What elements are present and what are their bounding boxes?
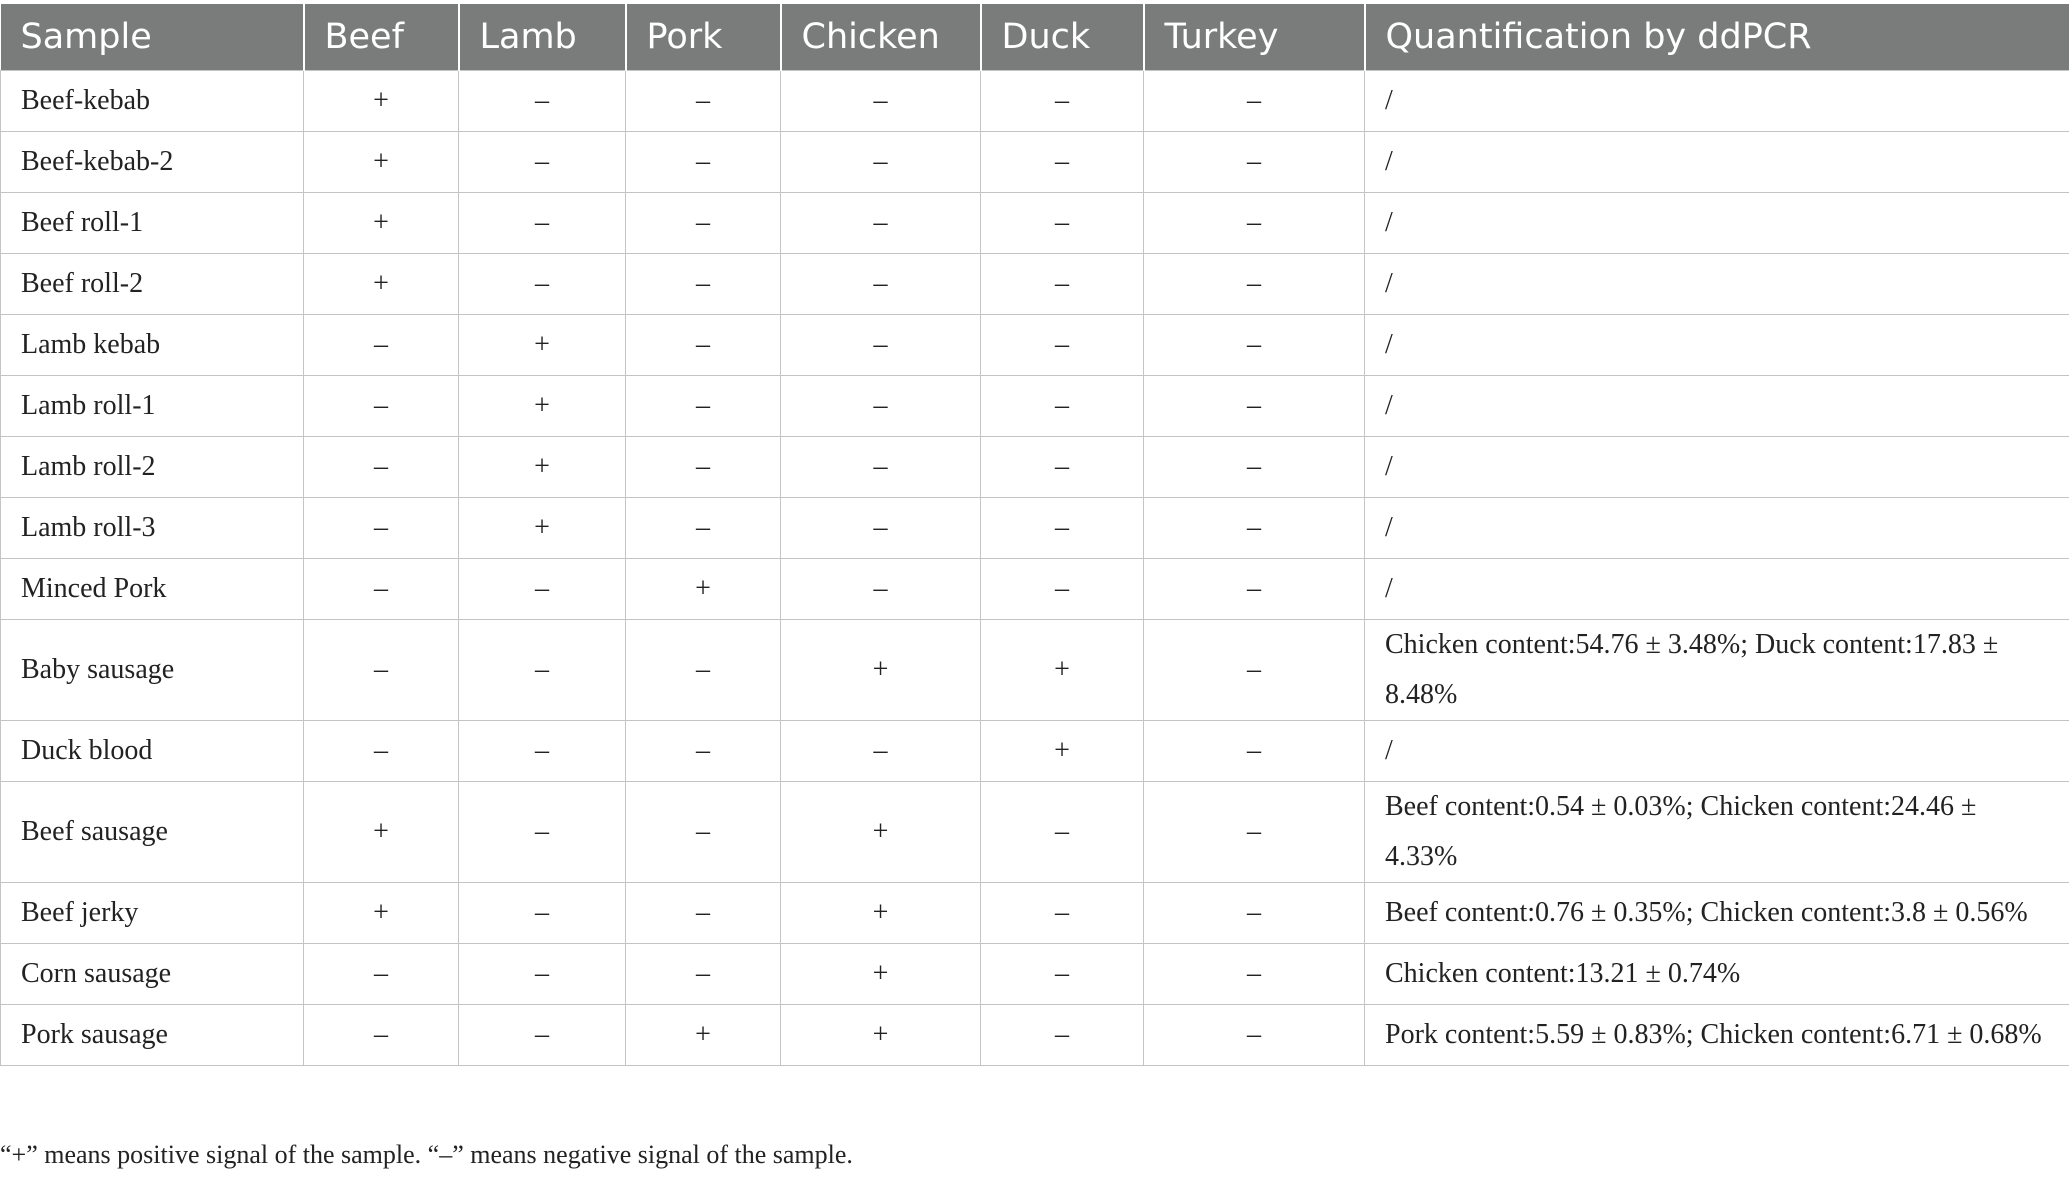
lamb-cell: –: [459, 71, 626, 132]
chicken-cell: +: [781, 883, 981, 944]
pork-cell: –: [626, 883, 781, 944]
beef-cell: –: [304, 498, 459, 559]
header-turkey: Turkey: [1144, 4, 1365, 71]
footnote: “+” means positive signal of the sample. “–” means negative signal of the sample.: [0, 1140, 853, 1169]
quantification-cell: Chicken content:13.21 ± 0.74%: [1365, 944, 2069, 1005]
sample-cell: Lamb roll-2: [1, 437, 304, 498]
table-row: [1, 193, 2069, 254]
sample-cell: Beef-kebab: [1, 71, 304, 132]
quantification-cell: /: [1365, 376, 2069, 437]
turkey-cell: –: [1144, 883, 1365, 944]
pork-cell: –: [626, 254, 781, 315]
duck-cell: –: [981, 782, 1144, 883]
beef-cell: –: [304, 559, 459, 620]
lamb-cell: –: [459, 620, 626, 721]
header-row: [1, 4, 2069, 71]
duck-cell: –: [981, 132, 1144, 193]
pork-cell: –: [626, 376, 781, 437]
pork-cell: +: [626, 1005, 781, 1066]
chicken-cell: +: [781, 944, 981, 1005]
pork-cell: –: [626, 193, 781, 254]
pork-cell: –: [626, 437, 781, 498]
sample-cell: Baby sausage: [1, 620, 304, 721]
duck-cell: –: [981, 254, 1144, 315]
turkey-cell: –: [1144, 559, 1365, 620]
beef-cell: +: [304, 71, 459, 132]
pork-cell: –: [626, 721, 781, 782]
lamb-cell: –: [459, 254, 626, 315]
table-row: [1, 721, 2069, 782]
sample-cell: Beef roll-2: [1, 254, 304, 315]
sample-cell: Duck blood: [1, 721, 304, 782]
pork-cell: –: [626, 315, 781, 376]
duck-cell: –: [981, 1005, 1144, 1066]
chicken-cell: –: [781, 498, 981, 559]
lamb-cell: –: [459, 944, 626, 1005]
sample-cell: Lamb kebab: [1, 315, 304, 376]
quantification-cell: /: [1365, 559, 2069, 620]
header-sample: Sample: [1, 4, 304, 71]
beef-cell: –: [304, 620, 459, 721]
table-row: [1, 782, 2069, 883]
table-row: [1, 498, 2069, 559]
pork-cell: –: [626, 944, 781, 1005]
quantification-cell: Beef content:0.76 ± 0.35%; Chicken content:3.8 ± 0.56%: [1365, 883, 2069, 944]
pork-cell: +: [626, 559, 781, 620]
table-row: [1, 437, 2069, 498]
lamb-cell: –: [459, 193, 626, 254]
chicken-cell: –: [781, 721, 981, 782]
turkey-cell: –: [1144, 132, 1365, 193]
turkey-cell: –: [1144, 498, 1365, 559]
quantification-cell: Beef content:0.54 ± 0.03%; Chicken content:24.46 ± 4.33%: [1365, 782, 2069, 883]
beef-cell: –: [304, 437, 459, 498]
chicken-cell: –: [781, 315, 981, 376]
quantification-cell: /: [1365, 498, 2069, 559]
lamb-cell: –: [459, 1005, 626, 1066]
sample-cell: Beef jerky: [1, 883, 304, 944]
lamb-cell: –: [459, 883, 626, 944]
table-row: [1, 132, 2069, 193]
pork-cell: –: [626, 782, 781, 883]
header-beef: Beef: [304, 4, 459, 71]
duck-cell: –: [981, 944, 1144, 1005]
beef-cell: +: [304, 883, 459, 944]
beef-cell: –: [304, 944, 459, 1005]
duck-cell: –: [981, 559, 1144, 620]
quantification-cell: Chicken content:54.76 ± 3.48%; Duck content:17.83 ± 8.48%: [1365, 620, 2069, 721]
table-row: [1, 315, 2069, 376]
turkey-cell: –: [1144, 71, 1365, 132]
chicken-cell: –: [781, 71, 981, 132]
chicken-cell: –: [781, 132, 981, 193]
sample-cell: Pork sausage: [1, 1005, 304, 1066]
lamb-cell: –: [459, 721, 626, 782]
table-row: [1, 883, 2069, 944]
quantification-cell: /: [1365, 71, 2069, 132]
turkey-cell: –: [1144, 315, 1365, 376]
duck-cell: +: [981, 620, 1144, 721]
turkey-cell: –: [1144, 376, 1365, 437]
duck-cell: –: [981, 376, 1144, 437]
turkey-cell: –: [1144, 193, 1365, 254]
lamb-cell: +: [459, 315, 626, 376]
sample-cell: Minced Pork: [1, 559, 304, 620]
duck-cell: –: [981, 883, 1144, 944]
sample-cell: Lamb roll-1: [1, 376, 304, 437]
lamb-cell: +: [459, 498, 626, 559]
pork-cell: –: [626, 132, 781, 193]
lamb-cell: +: [459, 437, 626, 498]
lamb-cell: +: [459, 376, 626, 437]
turkey-cell: –: [1144, 1005, 1365, 1066]
beef-cell: –: [304, 721, 459, 782]
results-table: [0, 4, 2069, 1066]
turkey-cell: –: [1144, 620, 1365, 721]
chicken-cell: –: [781, 437, 981, 498]
table-body: [1, 71, 2069, 1066]
turkey-cell: –: [1144, 944, 1365, 1005]
sample-cell: Beef roll-1: [1, 193, 304, 254]
quantification-cell: Pork content:5.59 ± 0.83%; Chicken content:6.71 ± 0.68%: [1365, 1005, 2069, 1066]
duck-cell: +: [981, 721, 1144, 782]
chicken-cell: –: [781, 376, 981, 437]
quantification-cell: /: [1365, 437, 2069, 498]
chicken-cell: –: [781, 193, 981, 254]
beef-cell: +: [304, 782, 459, 883]
pork-cell: –: [626, 498, 781, 559]
quantification-cell: /: [1365, 193, 2069, 254]
header-lamb: Lamb: [459, 4, 626, 71]
duck-cell: –: [981, 437, 1144, 498]
header-pork: Pork: [626, 4, 781, 71]
sample-cell: Beef sausage: [1, 782, 304, 883]
beef-cell: +: [304, 132, 459, 193]
beef-cell: +: [304, 254, 459, 315]
turkey-cell: –: [1144, 254, 1365, 315]
table-row: [1, 944, 2069, 1005]
sample-cell: Corn sausage: [1, 944, 304, 1005]
duck-cell: –: [981, 193, 1144, 254]
chicken-cell: +: [781, 782, 981, 883]
table-row: [1, 559, 2069, 620]
table-row: [1, 254, 2069, 315]
turkey-cell: –: [1144, 437, 1365, 498]
header-quantification: Quantification by ddPCR: [1365, 4, 2069, 71]
table-row: [1, 620, 2069, 721]
chicken-cell: +: [781, 620, 981, 721]
quantification-cell: /: [1365, 254, 2069, 315]
turkey-cell: –: [1144, 782, 1365, 883]
table-row: [1, 71, 2069, 132]
beef-cell: –: [304, 1005, 459, 1066]
chicken-cell: +: [781, 1005, 981, 1066]
beef-cell: –: [304, 376, 459, 437]
chicken-cell: –: [781, 254, 981, 315]
quantification-cell: /: [1365, 315, 2069, 376]
beef-cell: –: [304, 315, 459, 376]
lamb-cell: –: [459, 782, 626, 883]
duck-cell: –: [981, 315, 1144, 376]
chicken-cell: –: [781, 559, 981, 620]
sample-cell: Beef-kebab-2: [1, 132, 304, 193]
quantification-cell: /: [1365, 132, 2069, 193]
header-duck: Duck: [981, 4, 1144, 71]
lamb-cell: –: [459, 132, 626, 193]
quantification-cell: /: [1365, 721, 2069, 782]
table-row: [1, 376, 2069, 437]
lamb-cell: –: [459, 559, 626, 620]
beef-cell: +: [304, 193, 459, 254]
header-chicken: Chicken: [781, 4, 981, 71]
duck-cell: –: [981, 71, 1144, 132]
pork-cell: –: [626, 620, 781, 721]
turkey-cell: –: [1144, 721, 1365, 782]
sample-cell: Lamb roll-3: [1, 498, 304, 559]
duck-cell: –: [981, 498, 1144, 559]
table-header: [1, 4, 2069, 71]
table-row: [1, 1005, 2069, 1066]
pork-cell: –: [626, 71, 781, 132]
